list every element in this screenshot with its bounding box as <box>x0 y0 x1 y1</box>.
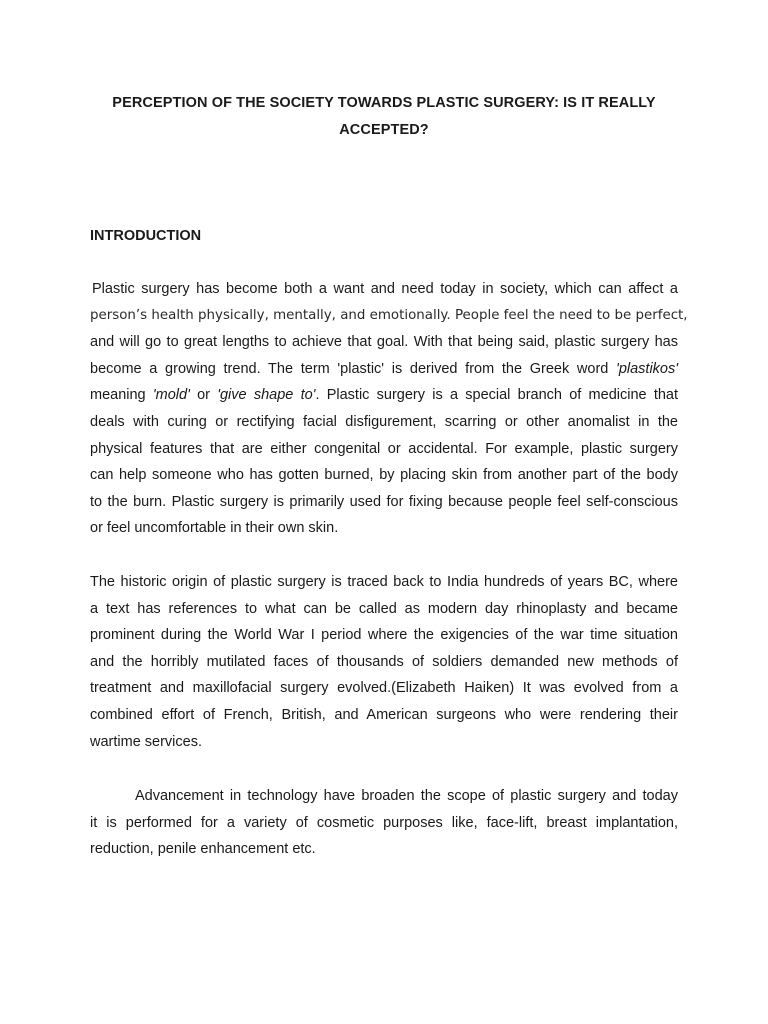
italic-term: 'mold' <box>152 387 190 404</box>
paragraph-line: or feel uncomfortable in their own skin. <box>90 520 339 537</box>
document-title <box>90 90 678 144</box>
paragraph-line: treatment and maxillofacial surgery evolved.(Elizabeth Haiken) It was evolved from a <box>90 680 678 697</box>
text-run: meaning <box>90 387 153 404</box>
paragraph-line: person’s health physically, mentally, and emotionally. People feel the need to be perfect, <box>90 307 688 323</box>
paragraph-line <box>90 356 678 383</box>
title-line-1: PERCEPTION OF THE SOCIETY TOWARDS PLASTIC SURGERY: IS IT REALLY <box>112 95 656 111</box>
paragraph-1 <box>90 276 688 542</box>
section-heading-introduction: INTRODUCTION <box>90 228 202 244</box>
text-run: become a growing trend. The term 'plastic' is derived from the Greek word <box>90 360 617 377</box>
italic-term: 'plastikos' <box>616 360 678 377</box>
paragraph-line: a text has references to what can be called as modern day rhinoplasty and became <box>90 600 678 617</box>
italic-term: 'give shape to' <box>217 387 316 404</box>
paragraph-line: it is performed for a variety of cosmetic purposes like, face-lift, breast implantation, <box>90 814 678 831</box>
paragraph-3 <box>90 783 678 863</box>
paragraph-line: Advancement in technology have broaden the scope of plastic surgery and today <box>135 788 678 804</box>
paragraph-line: can help someone who has gotten burned, by placing skin from another part of the body <box>90 467 678 484</box>
paragraph-line: prominent during the World War I period where the exigencies of the war time situation <box>90 627 678 644</box>
paragraph-line: The historic origin of plastic surgery is traced back to India hundreds of years BC, where <box>90 574 678 590</box>
paragraph-line: reduction, penile enhancement etc. <box>90 841 316 858</box>
paragraph-line: Plastic surgery has become both a want and need today in society, which can affect a <box>92 281 678 297</box>
title-line-2: ACCEPTED? <box>339 122 429 138</box>
paragraph-line: and the horribly mutilated faces of thousands of soldiers demanded new methods of <box>90 653 678 670</box>
paragraph-line: deals with curing or rectifying facial disfigurement, scarring or other anomalist in the <box>90 413 678 430</box>
paragraph-line: combined effort of French, British, and American surgeons who were rendering their <box>90 706 678 723</box>
paragraph-line: physical features that are either congenital or accidental. For example, plastic surgery <box>90 440 678 457</box>
paragraph-line <box>90 382 678 409</box>
paragraph-line: and will go to great lengths to achieve that goal. With that being said, plastic surgery has <box>90 334 678 351</box>
text-run: . Plastic surgery is a special branch of medicine that <box>315 387 679 404</box>
text-run: or <box>189 387 218 404</box>
paragraph-line: to the burn. Plastic surgery is primarily used for fixing because people feel self-conscious <box>90 493 678 510</box>
paragraph-line: wartime services. <box>90 733 202 750</box>
paragraph-2 <box>90 569 678 755</box>
